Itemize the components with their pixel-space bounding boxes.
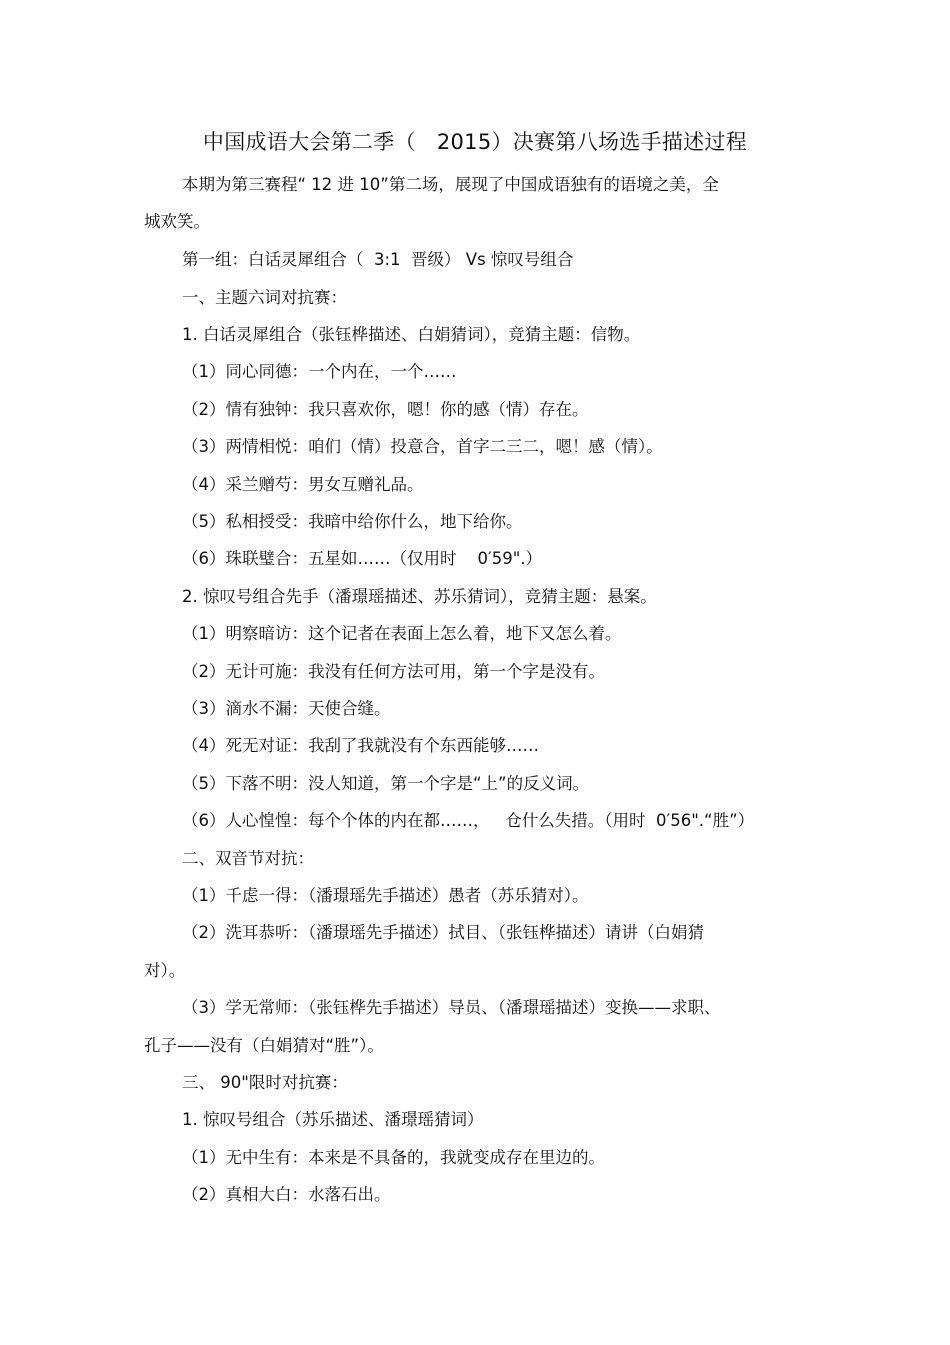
section-heading-1: 一、主题六词对抗赛： — [182, 288, 347, 307]
subsection-heading-1: 1. 白话灵犀组合（张钰桦描述、白娟猜词），竞猜主题：信物。 — [182, 325, 641, 344]
list-item: （3）两情相悦：咱们（情）投意合，首字二三二，嗯！感（情）。 — [182, 437, 663, 456]
list-item: （4）采兰赠芍：男女互赠礼品。 — [182, 475, 424, 494]
list-item-continuation: 孔子——没有（白娟猜对“胜”）。 — [144, 1036, 384, 1055]
list-item: （4）死无对证：我刮了我就没有个东西能够…… — [182, 736, 539, 755]
list-item: （5）下落不明：没人知道，第一个字是“上”的反义词。 — [182, 774, 590, 793]
intro-line-1: 本期为第三赛程“ 12 进 10”第二场，展现了中国成语独有的语境之美，全 — [182, 175, 719, 194]
list-item: （2）真相大白：水落石出。 — [182, 1185, 391, 1204]
subsection-heading-3: 1. 惊叹号组合（苏乐描述、潘璟瑶猜词） — [182, 1110, 484, 1129]
list-item-continuation: 对）。 — [144, 961, 186, 980]
intro-line-2: 城欢笑。 — [144, 212, 210, 231]
list-item: （1）无中生有：本来是不具备的，我就变成存在里边的。 — [182, 1148, 605, 1167]
list-item: （1）千虑一得：（潘璟瑶先手描述）愚者（苏乐猜对）。 — [182, 886, 589, 905]
section-heading-3: 三、 90"限时对抗赛： — [182, 1073, 348, 1092]
section-heading-2: 二、双音节对抗： — [182, 849, 314, 868]
list-item: （3）学无常师：（张钰桦先手描述）导员、（潘璟瑶描述）变换——求职、 — [182, 998, 721, 1017]
list-item: （2）情有独钟：我只喜欢你，嗯！你的感（情）存在。 — [182, 400, 589, 419]
subsection-heading-2: 2. 惊叹号组合先手（潘璟瑶描述、苏乐猜词），竞猜主题：悬案。 — [182, 587, 657, 606]
list-item: （2）无计可施：我没有任何方法可用，第一个字是没有。 — [182, 662, 605, 681]
group-heading: 第一组：白话灵犀组合（ 3:1 晋级） Vs 惊叹号组合 — [182, 250, 574, 269]
document-title: 中国成语大会第二季（ 2015）决赛第八场选手描述过程 — [202, 130, 748, 154]
list-item: （3）滴水不漏：天使合缝。 — [182, 699, 391, 718]
list-item: （6）人心惶惶：每个个体的内在都……， 仓什么失措。（用时 0′56".“胜”） — [182, 811, 755, 830]
list-item: （5）私相授受：我暗中给你什么，地下给你。 — [182, 512, 523, 531]
list-item: （1）明察暗访：这个记者在表面上怎么着，地下又怎么着。 — [182, 624, 622, 643]
list-item: （1）同心同德：一个内在，一个…… — [182, 362, 457, 381]
list-item: （2）洗耳恭听：（潘璟瑶先手描述）拭目、（张钰桦描述）请讲（白娟猜 — [182, 923, 704, 942]
list-item: （6）珠联璧合：五星如……（仅用时 0′59".） — [182, 549, 543, 568]
